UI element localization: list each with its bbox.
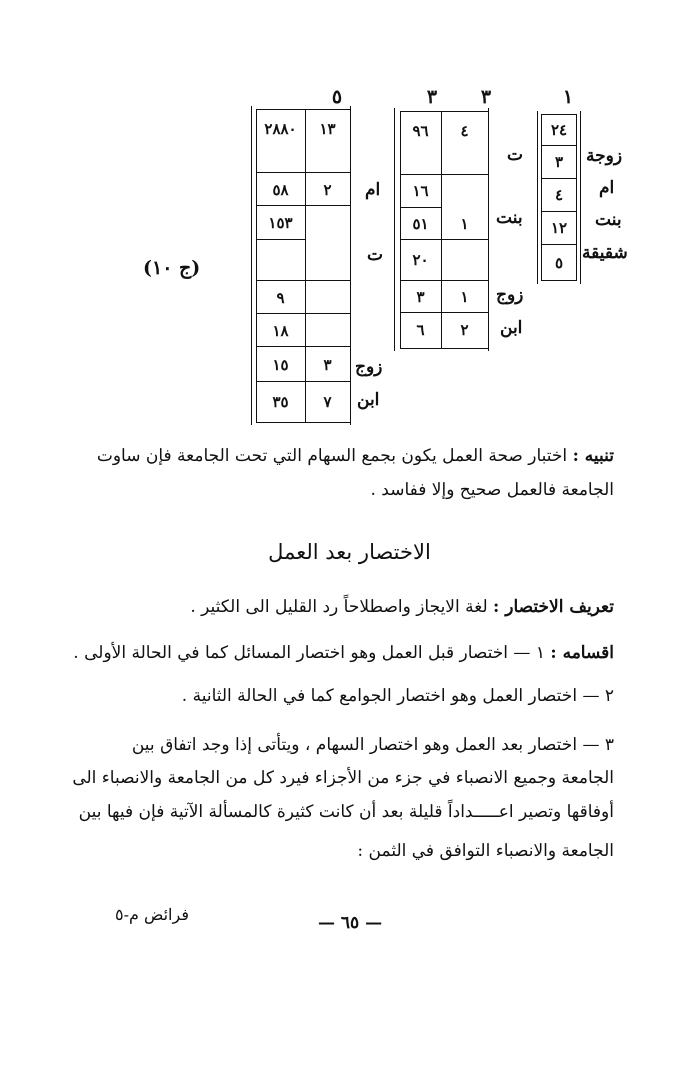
division-item-3-line-4: الجامعة والانصباء التوافق في الثمن : <box>357 841 614 861</box>
heir-label: ت <box>367 245 384 265</box>
table2-cell: ١٦ <box>412 182 429 200</box>
heir-label: زوج <box>496 285 524 305</box>
heir-label: بنت <box>595 210 622 230</box>
table1 <box>537 111 581 284</box>
section-title: الاختصار بعد العمل <box>268 540 431 564</box>
table2-cell: ٢ <box>460 321 469 339</box>
table3-cell: ١٥ <box>272 355 289 374</box>
definition-line: تعريف الاختصار : لغة الايجاز واصطلاحاً رد القليل الى الكثير . <box>190 597 614 617</box>
heir-label: ابن <box>500 318 523 338</box>
heir-label: زوجة <box>586 146 623 166</box>
heir-label: ام <box>365 180 381 200</box>
table3-cell: ٧ <box>323 392 332 411</box>
page-number: — ٦٥ — <box>318 913 383 933</box>
table1-cell: ٣ <box>554 152 564 171</box>
table3-cell: ١٨ <box>272 321 289 340</box>
note-line-1: تنبيه : اختبار صحة العمل يكون بجمع السهام التي تحت الجامعة فإن ساوت <box>96 446 614 466</box>
table2-header-left: ٣ <box>426 86 438 108</box>
division-item-1: اقسامه : ١ — اختصار قبل العمل وهو اختصار المسائل كما في الحالة الأولى . <box>73 643 614 663</box>
table2-header-right: ٣ <box>480 86 492 108</box>
table3-cell: ٢ <box>323 180 332 199</box>
heir-label: ابن <box>357 390 380 410</box>
table2-cell: ١ <box>460 288 469 306</box>
division-item-3-line-3: أوفاقها وتصير اعـــــداداً قليلة بعد أن كانت كثيرة كالمسألة الآتية فإن فيها بين <box>78 802 614 822</box>
table1-cell: ٤ <box>554 185 564 204</box>
table2-cell: ١ <box>460 215 469 233</box>
table3-cell: ٣٥ <box>272 392 289 411</box>
table1-cell: ١٢ <box>550 218 568 237</box>
table3-cell: ٩ <box>276 288 285 307</box>
table1-cell: ٢٤ <box>550 120 568 139</box>
heir-label: ت <box>507 145 524 165</box>
table3-cell: ١٥٣ <box>268 214 293 232</box>
table2 <box>394 108 489 351</box>
note-line-2: الجامعة فالعمل صحيح وإلا ففاسد . <box>370 480 614 500</box>
table1-cell: ٥ <box>554 253 564 272</box>
heir-label: زوج <box>355 357 383 377</box>
table2-cell: ٥١ <box>412 215 429 233</box>
table3-cell: ٥٨ <box>272 180 289 199</box>
side-note: (ج ١٠) <box>143 257 201 279</box>
table2-cell: ٤ <box>460 122 469 140</box>
division-item-2: ٢ — اختصار العمل وهو اختصار الجوامع كما في الحالة الثانية . <box>181 686 614 706</box>
table3-cell: ٣ <box>323 355 332 374</box>
note-label: تنبيه : <box>572 446 614 466</box>
table1-header: ١ <box>562 86 574 108</box>
heir-label: ام <box>599 178 615 198</box>
division-item-3-line-1: ٣ — اختصار بعد العمل وهو اختصار السهام ، ويتأتى إذا وجد اتفاق بين <box>131 735 614 755</box>
table3-cell: ٢٨٨٠ <box>264 120 297 138</box>
heir-label: شقيقة <box>582 243 628 263</box>
table2-cell: ٦ <box>416 321 425 339</box>
signature-mark: فرائض م-٥ <box>115 905 189 924</box>
table2-cell: ٢٠ <box>412 251 429 269</box>
table2-cell: ٩٦ <box>412 122 429 140</box>
table3-header: ٥ <box>331 86 343 108</box>
table2-cell: ٣ <box>416 288 425 306</box>
division-item-3-line-2: الجامعة وجميع الانصباء في جزء من الأجزاء فيرد كل من الجامعة والانصباء الى <box>72 768 614 788</box>
table3 <box>251 106 351 425</box>
table3-cell: ١٣ <box>319 120 336 138</box>
heir-label: بنت <box>496 208 523 228</box>
